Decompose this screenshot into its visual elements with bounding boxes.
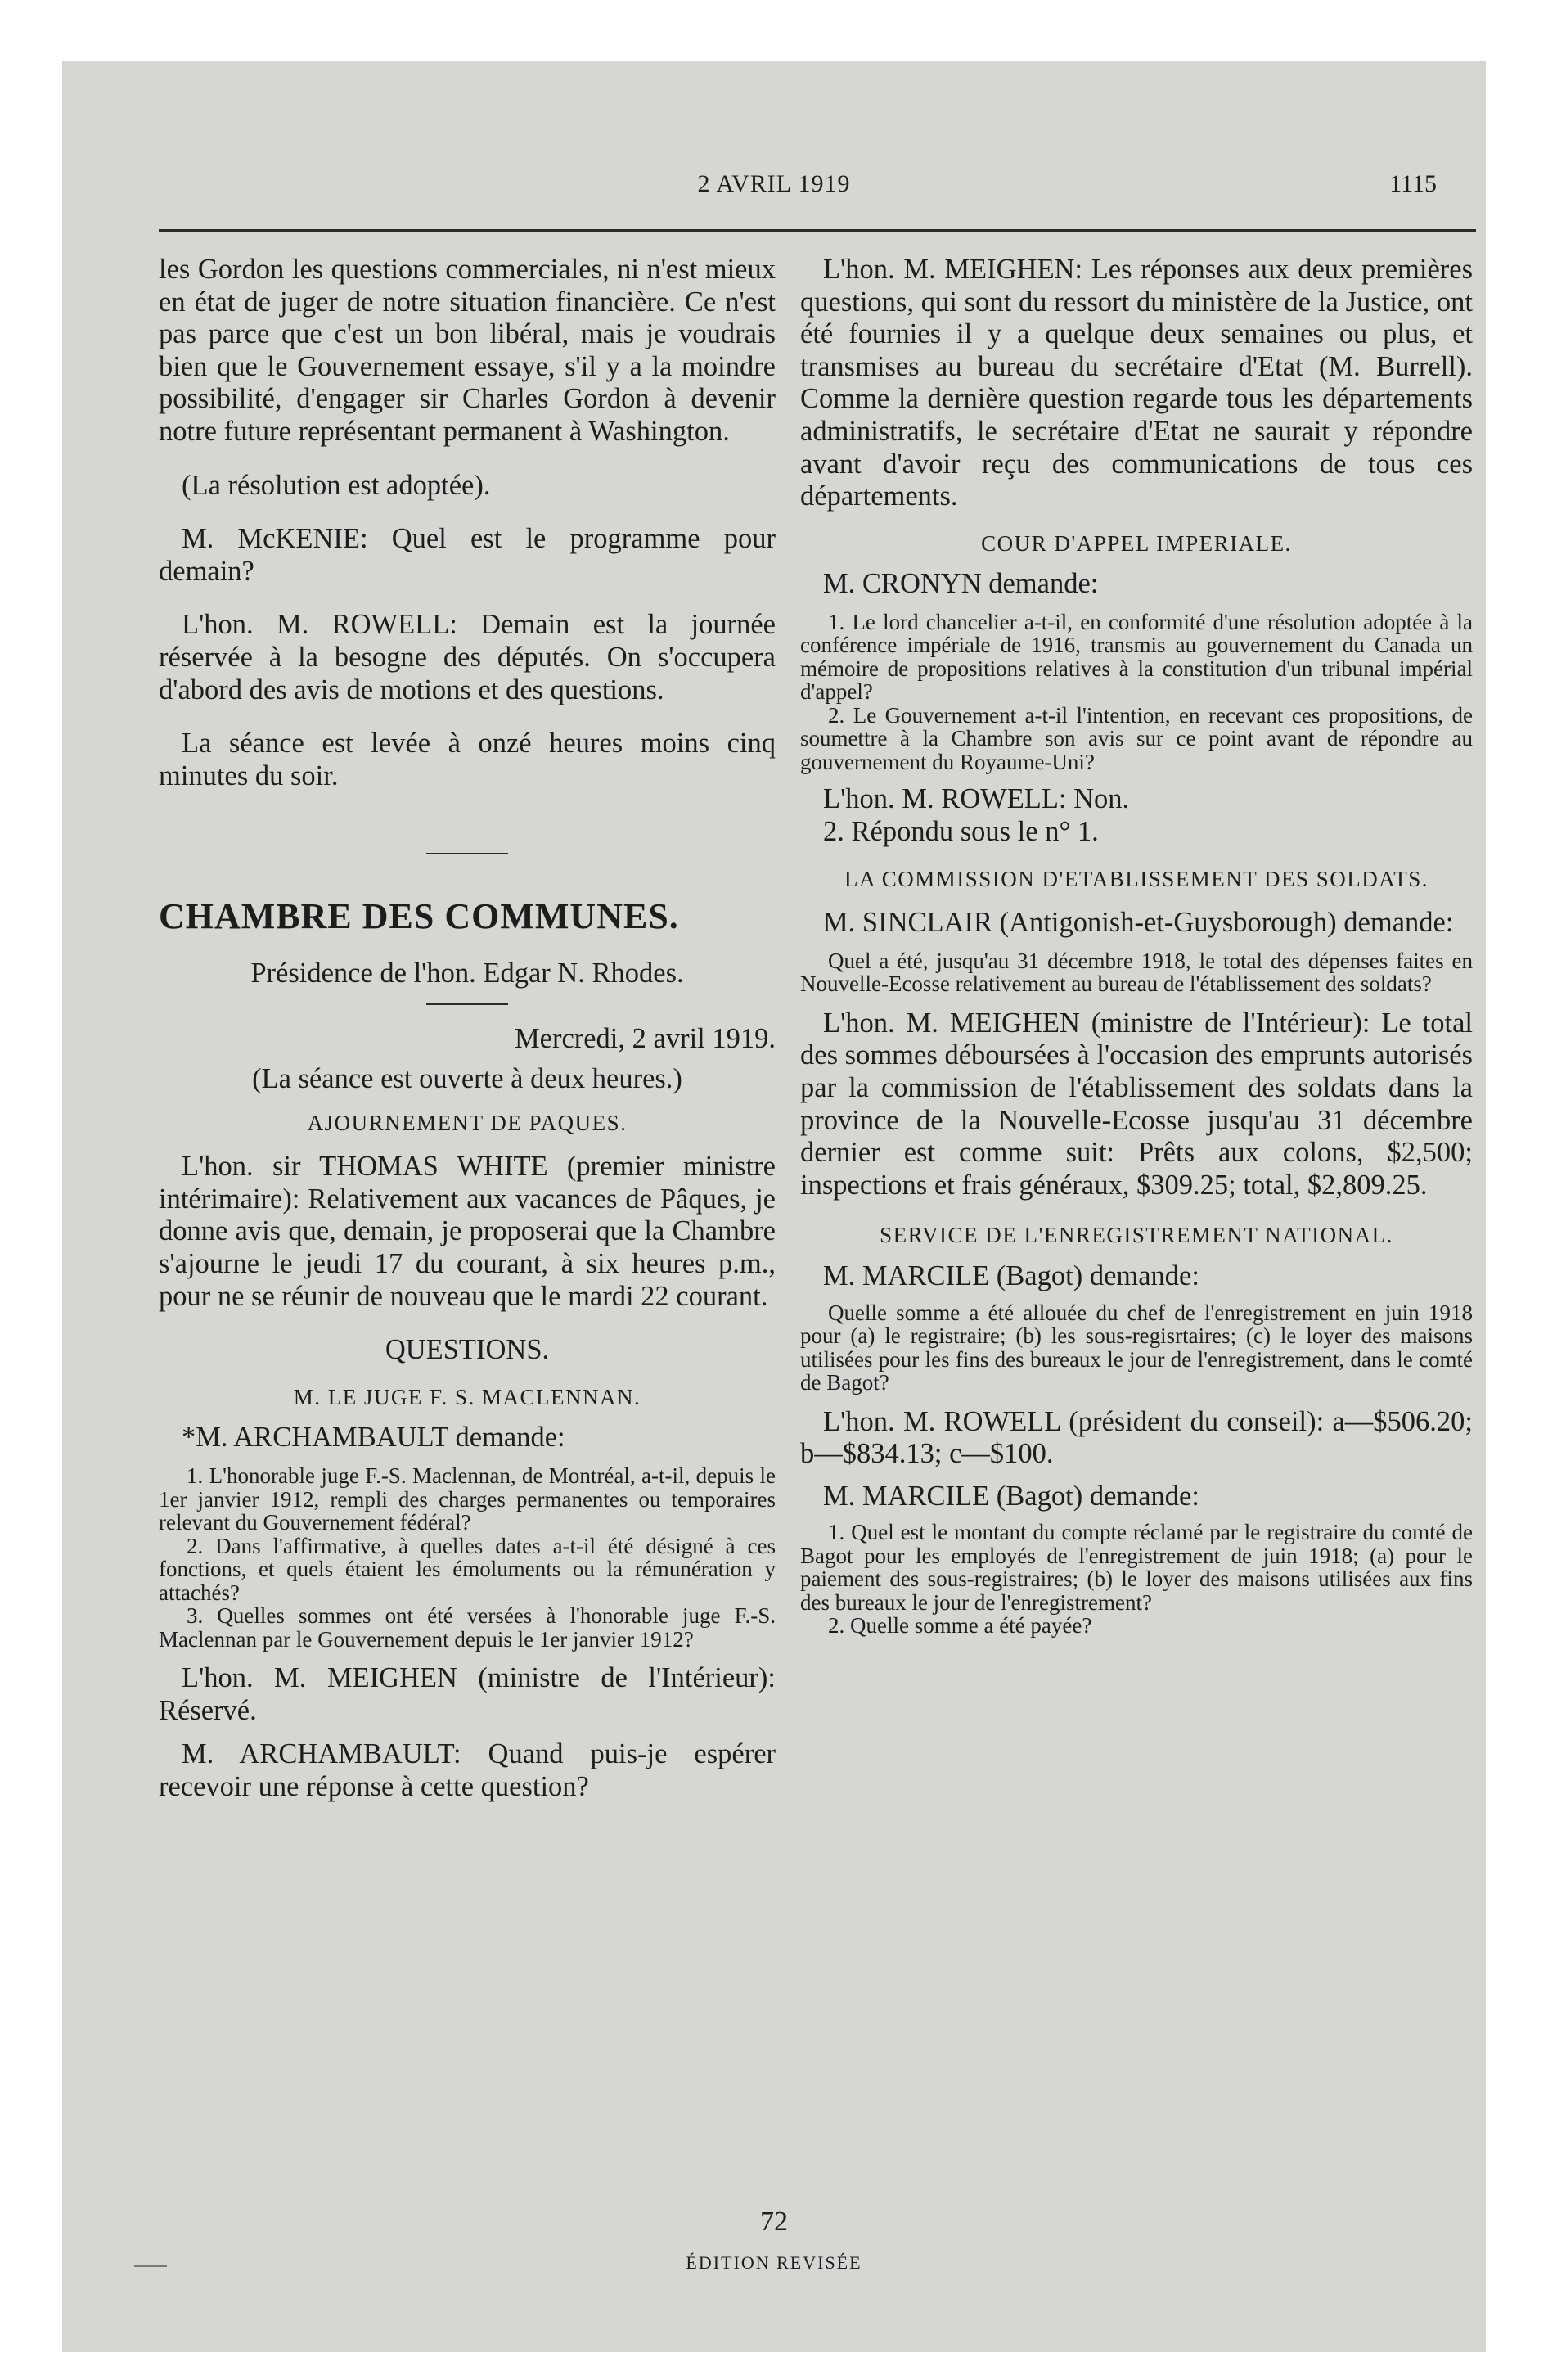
question-asker: M. MARCILE (Bagot) demande: xyxy=(823,1260,1199,1291)
left-column xyxy=(159,254,776,1803)
paragraph: (La résolution est adoptée). xyxy=(182,469,491,501)
question-subject: M. LE JUGE F. S. MACLENNAN. xyxy=(293,1384,641,1409)
header-rule xyxy=(159,229,1476,232)
section-heading: SERVICE DE L'ENREGISTREMENT NATIONAL. xyxy=(880,1223,1393,1248)
paragraph: L'hon. sir THOMAS WHITE (premier ministre intérimaire): Relativement aux vacances de Pâques, je donne avis que, demain, je proposerai que la Chambre s'ajourne le jeudi 17 du courant, à six heures p.m., pour ne se réunir de nouveau que le mardi 22 courant. xyxy=(159,1151,776,1312)
paragraph: L'hon. M. MEIGHEN (ministre de l'Intérieur): Le total des sommes déboursées à l'occasion des emprunts autorisés par la commission de l'établissement des soldats dans la province de la Nouvelle-Ecosse jusqu'au 31 décembre dernier est comme suit: Prêts aux colons, $2,500; inspections et frais généraux, $309.25; total, $2,809.25. xyxy=(800,1007,1473,1201)
question-item: 1. Le lord chancelier a-t-il, en conformité d'une résolution adoptée à la conférence impériale de 1916, transmis au gouvernement du Canada un mémoire de propositions relatives à la constitution d'un tribunal impérial d'appel? xyxy=(800,609,1473,705)
paragraph: 2. Répondu sous le n° 1. xyxy=(823,816,1099,848)
question-item: Quel a été, jusqu'au 31 décembre 1918, le total des dépenses faites en Nouvelle-Ecosse relativement au bureau de l'établissement des soldats? xyxy=(800,948,1473,997)
footer-edition: ÉDITION REVISÉE xyxy=(686,2252,862,2273)
paragraph: L'hon. M. ROWELL: Demain est la journée réservée à la besogne des députés. On s'occupera d'abord des avis de motions et des questions. xyxy=(159,609,776,705)
presidency-line: Présidence de l'hon. Edgar N. Rhodes. xyxy=(250,957,684,989)
question-asker: M. CRONYN demande: xyxy=(823,568,1099,600)
sitting-opening: (La séance est ouverte à deux heures.) xyxy=(252,1063,682,1095)
sitting-date: Mercredi, 2 avril 1919. xyxy=(514,1022,776,1054)
paragraph: les Gordon les questions commerciales, ni n'est mieux en état de juger de notre situation financière. Ce n'est pas parce que c'est un bon libéral, mais je voudrais bien que le Gouvernement essaye, s'il y a la moindre possibilité, d'engager sir Charles Gordon à devenir notre future représentant permanent à Washington. xyxy=(159,254,776,447)
page-sheet xyxy=(62,61,1486,2352)
right-column xyxy=(800,254,1473,1638)
paragraph: L'hon. M. ROWELL (président du conseil): a—$506.20; b—$834.13; c—$100. xyxy=(800,1405,1473,1470)
chamber-title: CHAMBRE DES COMMUNES. xyxy=(159,896,679,937)
question-item: 1. L'honorable juge F.-S. Maclennan, de Montréal, a-t-il, depuis le 1er janvier 1912, rempli des charges permanentes ou temporaires relevant du Gouvernement fédéral? xyxy=(159,1463,776,1535)
header-page-number: 1115 xyxy=(1389,170,1437,197)
question-asker: *M. ARCHAMBAULT demande: xyxy=(182,1422,565,1454)
footer-sheet-number: 72 xyxy=(760,2206,788,2237)
question-item: 2. Quelle somme a été payée? xyxy=(828,1613,1092,1639)
margin-mark xyxy=(134,2265,167,2267)
paragraph: M. ARCHAMBAULT: Quand puis-je espérer recevoir une réponse à cette question? xyxy=(159,1738,776,1802)
header-date: 2 AVRIL 1919 xyxy=(697,170,851,197)
section-heading: AJOURNEMENT DE PAQUES. xyxy=(307,1110,628,1135)
question-item: 3. Quelles sommes ont été versées à l'honorable juge F.-S. Maclennan par le Gouvernement depuis le 1er janvier 1912? xyxy=(159,1603,776,1652)
question-asker: M. MARCILE (Bagot) demande: xyxy=(823,1480,1199,1512)
paragraph: M. McKENIE: Quel est le programme pour demain? xyxy=(159,523,776,587)
section-heading: QUESTIONS. xyxy=(385,1334,550,1366)
paragraph: L'hon. M. ROWELL: Non. xyxy=(823,783,1130,815)
question-item: 1. Quel est le montant du compte réclamé par le registraire du comté de Bagot pour les employés de l'enregistrement de juin 1918; (a) pour le paiement des sous-registraires; (b) le loyer des maisons utilisées aux fins des bureaux le jour de l'enregistrement? xyxy=(800,1520,1473,1615)
paragraph: La séance est levée à onzé heures moins cinq minutes du soir. xyxy=(159,728,776,791)
question-item: 2. Dans l'affirmative, à quelles dates a-t-il été désigné à ces fonctions, et quels étaient les émoluments ou la rémunération y attachés? xyxy=(159,1533,776,1605)
paragraph: L'hon. M. MEIGHEN (ministre de l'Intérieur): Réservé. xyxy=(159,1662,776,1726)
paragraph: L'hon. M. MEIGHEN: Les réponses aux deux premières questions, qui sont du ressort du ministère de la Justice, ont été fournies il y a quelque deux semaines ou plus, et transmises au bureau du secrétaire d'Etat (M. Burrell). Comme la dernière question regarde tous les départements administratifs, le secrétaire d'Etat ne saurait y répondre avant d'avoir reçu des communications de tous ces départements. xyxy=(800,254,1473,512)
question-item: Quelle somme a été allouée du chef de l'enregistrement en juin 1918 pour (a) le registraire; (b) les sous-regisrtaires; (c) le loyer des maisons utilisées pour les fins des bureaux le jour de l'enregistrement, dans le comté de Bagot? xyxy=(800,1300,1473,1395)
section-heading: LA COMMISSION D'ETABLISSEMENT DES SOLDATS. xyxy=(844,866,1429,891)
question-asker: M. SINCLAIR (Antigonish-et-Guysborough) demande: xyxy=(823,907,1454,939)
section-heading: COUR D'APPEL IMPERIALE. xyxy=(981,530,1292,556)
question-item: 2. Le Gouvernement a-t-il l'intention, en recevant ces propositions, de soumettre à la Chambre son avis sur ce point avant de répondre au gouvernement du Royaume-Uni? xyxy=(800,702,1473,774)
